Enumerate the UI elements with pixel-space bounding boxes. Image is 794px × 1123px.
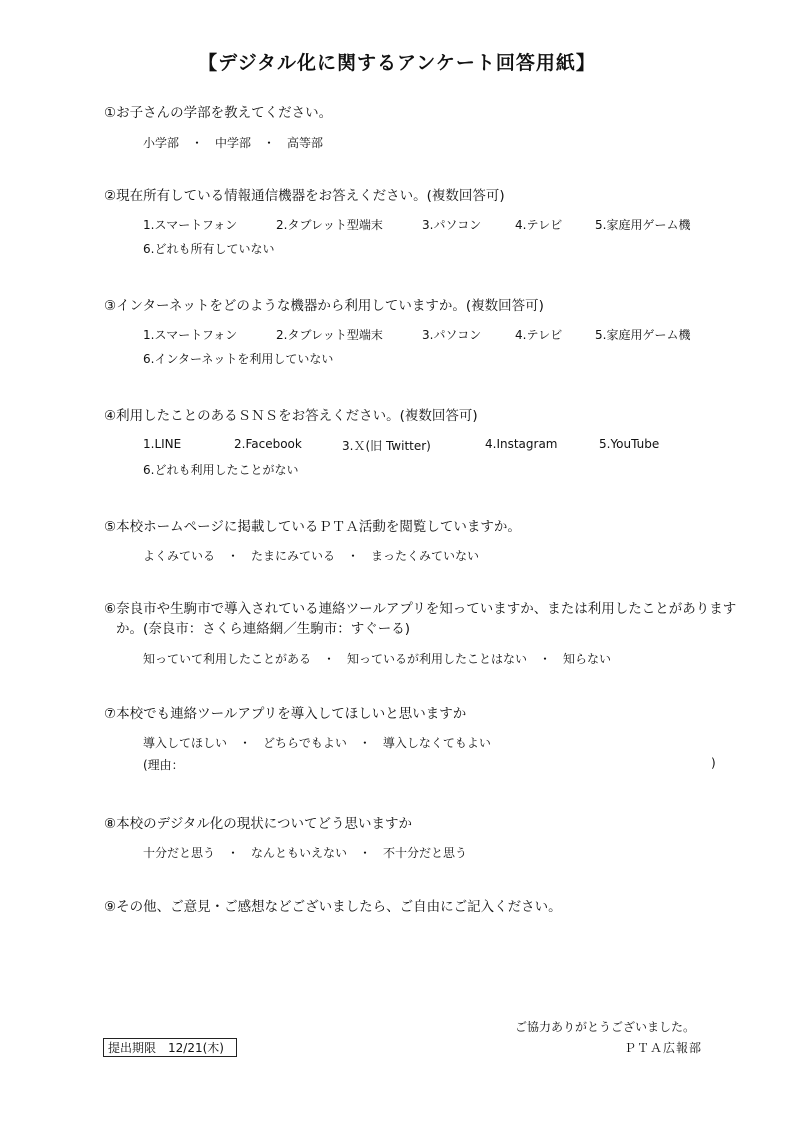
deadline-box: 提出期限 12/21(木): [103, 1038, 237, 1057]
question-5-options: よくみている ・ たまにみている ・ まったくみていない: [143, 549, 480, 563]
question-3: ③インターネットをどのような機器から利用していますか。(複数回答可): [104, 298, 544, 314]
question-8-options: 十分だと思う ・ なんともいえない ・ 不十分だと思う: [143, 846, 468, 860]
option-item: 5.家庭用ゲーム機: [595, 218, 691, 232]
option-item: 2.Facebook: [234, 437, 302, 451]
option-item: 5.YouTube: [599, 437, 660, 451]
option-item: 4.Instagram: [485, 437, 558, 451]
question-2: ②現在所有している情報通信機器をお答えください。(複数回答可): [104, 188, 505, 204]
option-item: 3.パソコン: [422, 328, 482, 342]
question-3-option-6: 6.インターネットを利用していない: [143, 352, 334, 366]
option-item: 5.家庭用ゲーム機: [595, 328, 691, 342]
question-1: ①お子さんの学部を教えてください。: [104, 105, 333, 121]
question-6: ⑥奈良市や生駒市で導入されている連絡ツールアプリを知っていますか、または利用したことがありますか。(奈良市：さくら連絡網／生駒市：すぐーる): [104, 601, 737, 637]
option-item: 2.タブレット型端末: [276, 218, 383, 232]
reason-close-paren: ): [711, 756, 716, 770]
question-6-options: 知っていて利用したことがある ・ 知っているが利用したことはない ・ 知らない: [143, 652, 612, 666]
question-5: ⑤本校ホームページに掲載しているＰＴＡ活動を閲覧していますか。: [104, 519, 521, 535]
option-item: 3.Ｘ(旧 Twitter): [342, 439, 431, 453]
question-4-option-6: 6.どれも利用したことがない: [143, 463, 299, 477]
question-7-options: 導入してほしい ・ どちらでもよい ・ 導入しなくてもよい: [143, 736, 491, 750]
question-1-options: 小学部 ・ 中学部 ・ 高等部: [143, 136, 324, 150]
department-name: ＰＴＡ広報部: [624, 1041, 703, 1055]
option-item: 4.テレビ: [515, 328, 563, 342]
option-item: 1.スマートフォン: [143, 328, 238, 342]
question-2-option-6: 6.どれも所有していない: [143, 242, 275, 256]
option-item: 3.パソコン: [422, 218, 482, 232]
question-4: ④利用したことのあるＳＮＳをお答えください。(複数回答可): [104, 408, 478, 424]
page-title: 【デジタル化に関するアンケート回答用紙】: [198, 52, 596, 74]
question-9: ⑨その他、ご意見・ご感想などございましたら、ご自由にご記入ください。: [104, 899, 562, 915]
option-item: 1.スマートフォン: [143, 218, 238, 232]
option-item: 1.LINE: [143, 437, 182, 451]
option-item: 4.テレビ: [515, 218, 563, 232]
question-8: ⑧本校のデジタル化の現状についてどう思いますか: [104, 816, 413, 832]
question-7: ⑦本校でも連絡ツールアプリを導入してほしいと思いますか: [104, 706, 467, 722]
thanks-message: ご協力ありがとうございました。: [515, 1020, 696, 1034]
reason-label: (理由：: [143, 758, 184, 772]
option-item: 2.タブレット型端末: [276, 328, 383, 342]
